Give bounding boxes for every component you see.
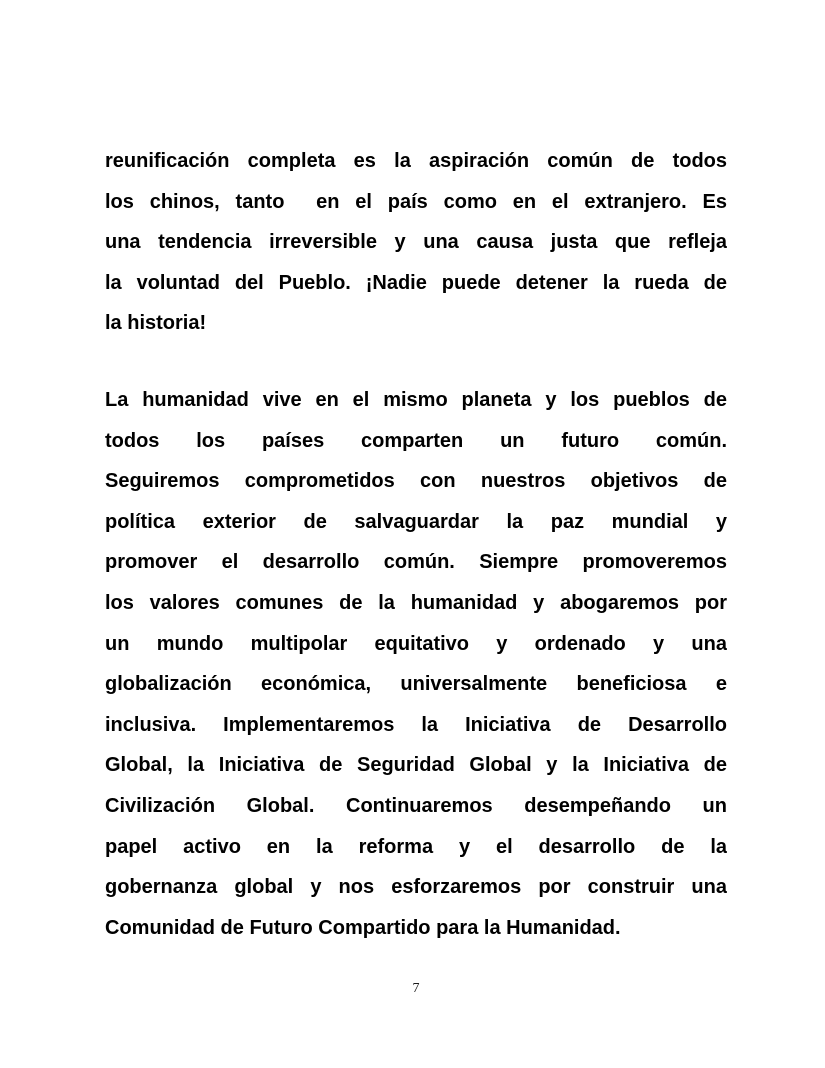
text-line: los valores comunes de la humanidad y abogaremos por xyxy=(105,591,727,614)
text-line: todos los países comparten un futuro común. xyxy=(105,429,727,452)
text-line: política exterior de salvaguardar la paz mundial y xyxy=(105,510,727,533)
text-line: una tendencia irreversible y una causa justa que refleja xyxy=(105,231,727,254)
paragraph-1 xyxy=(105,141,727,344)
text-line: La humanidad vive en el mismo planeta y los pueblos de xyxy=(105,388,727,411)
paragraph-2 xyxy=(105,380,727,948)
text-line: los chinos, tanto en el país como en el extranjero. Es xyxy=(105,190,727,213)
text-line: Global, la Iniciativa de Seguridad Global y la Iniciativa de xyxy=(105,754,727,777)
text-line: Seguiremos comprometidos con nuestros objetivos de xyxy=(105,470,727,493)
text-line: papel activo en la reforma y el desarrollo de la xyxy=(105,835,727,858)
text-line: reunificación completa es la aspiración común de todos xyxy=(105,150,727,172)
text-line: promover el desarrollo común. Siempre promoveremos xyxy=(105,551,727,574)
body-text xyxy=(105,141,727,948)
page-number: 7 xyxy=(412,981,420,996)
text-line: la historia! xyxy=(105,312,207,335)
text-line: inclusiva. Implementaremos la Iniciativa de Desarrollo xyxy=(105,713,727,736)
text-line: un mundo multipolar equitativo y ordenado y una xyxy=(105,632,727,655)
text-line: Comunidad de Futuro Compartido para la Humanidad. xyxy=(105,916,621,939)
text-line: gobernanza global y nos esforzaremos por construir una xyxy=(105,876,727,899)
text-line: globalización económica, universalmente beneficiosa e xyxy=(105,673,727,696)
text-line: la voluntad del Pueblo. ¡Nadie puede detener la rueda de xyxy=(105,271,727,294)
text-line: Civilización Global. Continuaremos desempeñando un xyxy=(105,794,727,817)
